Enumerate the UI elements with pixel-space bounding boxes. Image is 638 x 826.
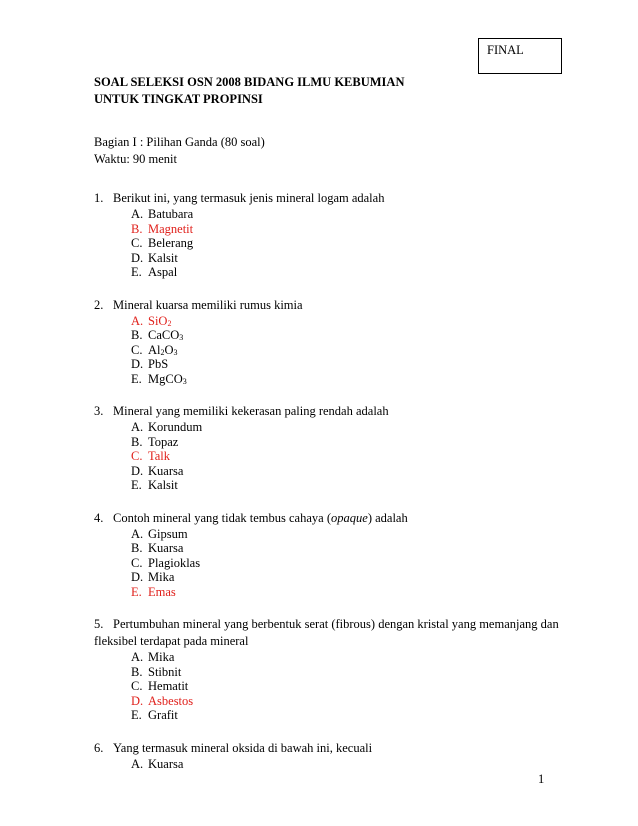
question-number: 6. — [94, 740, 104, 755]
option-b: B. Stibnit — [131, 664, 182, 679]
option-e-answer: E. Emas — [131, 584, 176, 599]
option-c: C. $Al_2O_3$ — [131, 342, 178, 357]
final-stamp: FINAL — [478, 38, 562, 74]
option-a: A. Kuarsa — [131, 756, 184, 771]
question-1 — [94, 190, 564, 280]
option-e: E. Kalsit — [131, 478, 178, 492]
question-number: 4. — [94, 510, 104, 525]
section-time: Waktu: 90 menit — [94, 152, 178, 166]
title-line-2: UNTUK TINGKAT PROPINSI — [94, 92, 263, 106]
option-e: E. Grafit — [131, 708, 178, 722]
question-text: Berikut ini, yang termasuk jenis mineral logam adalah — [113, 191, 385, 205]
option-a: A. Gipsum — [131, 526, 188, 541]
section-info — [94, 134, 265, 168]
option-b: B. Kuarsa — [131, 541, 184, 555]
question-number: 5. — [94, 617, 104, 631]
option-c: C. Belerang — [131, 236, 194, 250]
option-a: A. Batubara — [131, 207, 194, 221]
question-list — [94, 190, 564, 788]
option-b: B. Topaz — [131, 434, 179, 449]
option-e: E. MgCO$_3$ — [131, 371, 187, 386]
question-number: 3. — [94, 404, 104, 418]
question-text: Mineral yang memiliki kekerasan paling rendah adalah — [113, 404, 389, 418]
section-part: Bagian I : Pilihan Ganda (80 soal) — [94, 135, 265, 149]
question-text: Mineral kuarsa memiliki rumus kimia — [113, 297, 303, 312]
option-c-answer: C. Talk — [131, 449, 171, 463]
page-number: 1 — [538, 772, 545, 786]
option-d-answer: D. Asbestos — [131, 693, 194, 708]
question-text: Pertumbuhan mineral yang berbentuk serat (fibrous) dengan kristal yang memanjang dan fleksibel terdapat pada mineral — [94, 617, 559, 648]
option-a: A. Korundum — [131, 420, 203, 434]
option-e: E. Aspal — [131, 265, 178, 279]
option-c: C. Hematit — [131, 679, 189, 693]
question-text: Contoh mineral yang tidak tembus cahaya (opaque) adalah — [113, 510, 408, 525]
question-number: 2. — [94, 297, 104, 312]
option-b: B. CaCO$_3$ — [131, 328, 184, 342]
question-text: Yang termasuk mineral oksida di bawah ini, kecuali — [113, 740, 373, 755]
option-d: D. Kalsit — [131, 250, 178, 265]
question-2 — [94, 297, 564, 387]
option-c: C. Plagioklas — [131, 555, 201, 570]
question-6 — [94, 740, 564, 772]
option-a-answer: A. SiO$_2$ — [131, 313, 172, 328]
document-title — [94, 74, 404, 108]
question-4 — [94, 510, 564, 600]
option-b-answer: B. Magnetit — [131, 221, 194, 236]
option-d: D. Mika — [131, 570, 175, 584]
option-d: D. Kuarsa — [131, 463, 184, 478]
option-a: A. Mika — [131, 650, 175, 664]
title-line-1: SOAL SELEKSI OSN 2008 BIDANG ILMU KEBUMIAN — [94, 75, 405, 89]
question-5 — [94, 616, 564, 723]
question-number: 1. — [94, 191, 104, 205]
question-3 — [94, 403, 564, 493]
option-d: D. PbS — [131, 357, 169, 371]
